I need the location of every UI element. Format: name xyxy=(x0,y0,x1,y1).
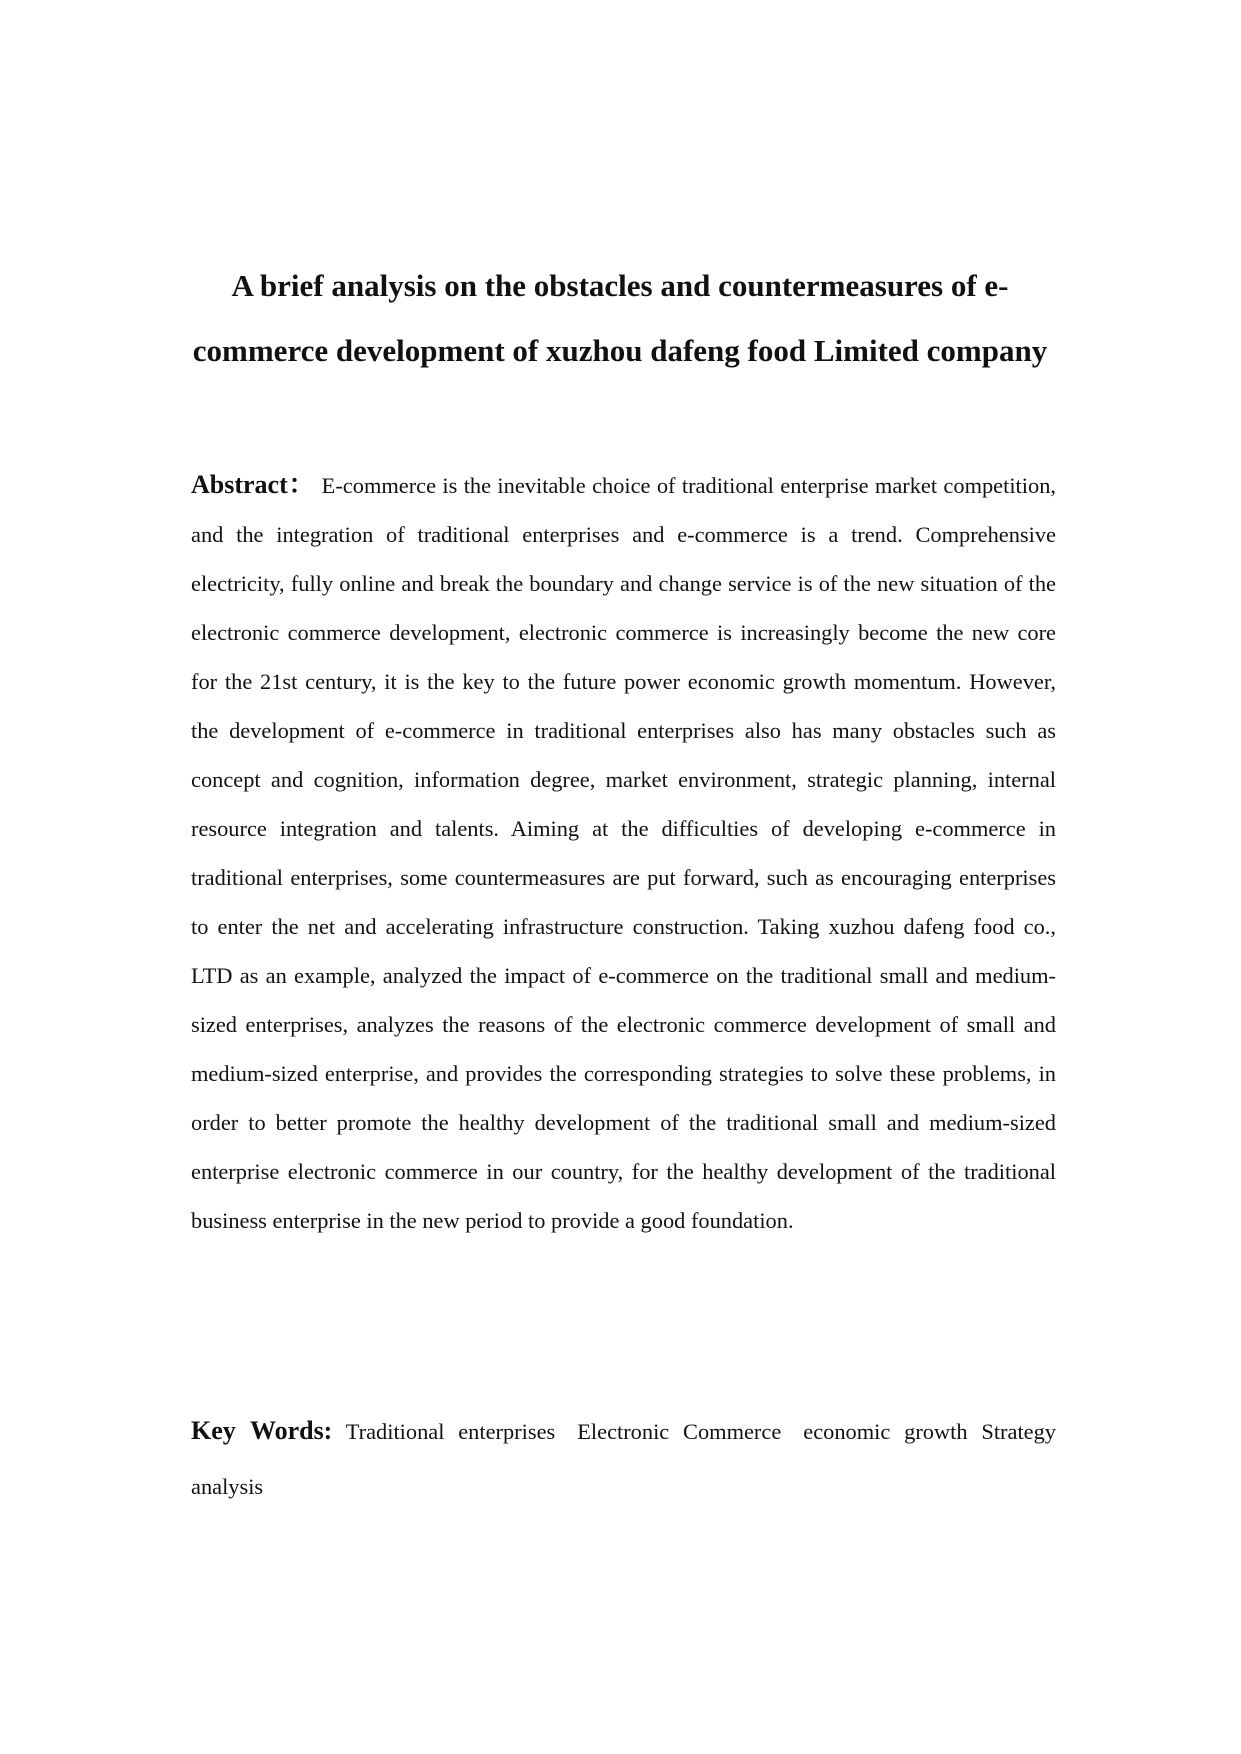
paper-title: A brief analysis on the obstacles and countermeasures of e-commerce development of xuzhou dafeng food Limited company xyxy=(192,268,1048,368)
keywords-paragraph xyxy=(191,1403,1056,1514)
keywords-label: Key Words: xyxy=(191,1416,333,1445)
keyword-item: Strategy analysis xyxy=(191,1419,1056,1499)
keyword-item: economic growth xyxy=(803,1419,968,1444)
keyword-item: Traditional enterprises xyxy=(345,1419,556,1444)
abstract-paragraph xyxy=(191,460,1056,1245)
abstract-label: Abstract： xyxy=(191,470,316,499)
keyword-item: Electronic Commerce xyxy=(577,1419,782,1444)
abstract-text: E-commerce is the inevitable choice of traditional enterprise market competition, and the integration of traditional enterprises and e-commerce is a trend. Comprehensive electricity, fully online and break the boundary and change service is of the new situation of the electronic commerce development, electronic commerce is increasingly become the new core for the 21st century, it is the key to the future power economic growth momentum. However, the development of e-commerce in traditional enterprises also has many obstacles such as concept and cognition, information degree, market environment, strategic planning, internal resource integration and talents. Aiming at the difficulties of developing e-commerce in traditional enterprises, some countermeasures are put forward, such as encouraging enterprises to enter the net and accelerating infrastructure construction. Taking xuzhou dafeng food co., LTD as an example, analyzed the impact of e-commerce on the traditional small and medium-sized enterprises, analyzes the reasons of the electronic commerce development of small and medium-sized enterprise, and provides the corresponding strategies to solve these problems, in order to better promote the healthy development of the traditional small and medium-sized enterprise electronic commerce in our country, for the healthy development of the traditional business enterprise in the new period to provide a good foundation. xyxy=(191,473,1056,1233)
